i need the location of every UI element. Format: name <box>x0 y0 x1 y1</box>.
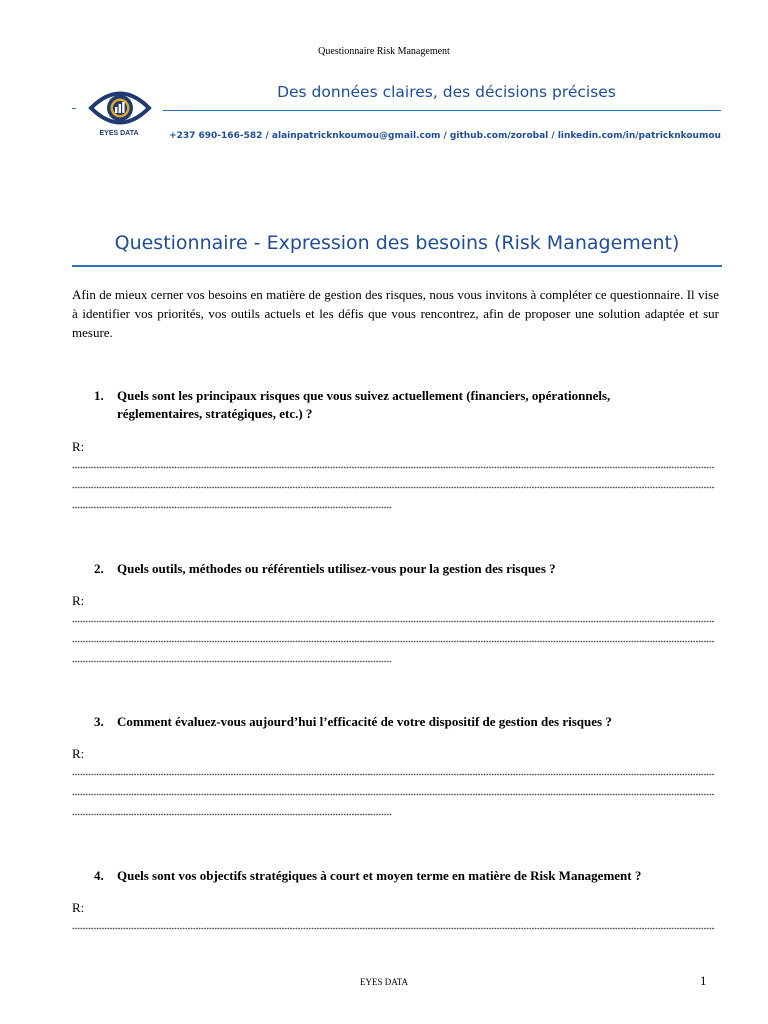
question-text: Comment évaluez-vous aujourd’hui l’efficacité de votre dispositif de gestion des risques ? <box>117 714 612 729</box>
question-number: 2. <box>94 561 104 576</box>
header-accent-dash <box>72 108 76 109</box>
question-3 <box>94 713 694 731</box>
question-1 <box>94 387 694 423</box>
answer-line[interactable] <box>72 640 715 643</box>
question-number: 4. <box>94 868 104 883</box>
answer-label: R: <box>72 746 85 761</box>
question-2 <box>94 560 694 578</box>
answer-line[interactable] <box>72 773 715 776</box>
header-tagline: Des données claires, des décisions précises <box>277 83 616 101</box>
answer-line[interactable] <box>72 620 715 623</box>
question-number: 1. <box>94 388 104 403</box>
title-underline <box>72 265 722 267</box>
question-text: Quels outils, méthodes ou référentiels utilisez-vous pour la gestion des risques ? <box>117 561 556 576</box>
answer-line[interactable] <box>72 466 715 469</box>
answer-line[interactable] <box>72 506 392 509</box>
header-document-name: Questionnaire Risk Management <box>318 46 450 57</box>
footer-label: EYES DATA <box>359 977 409 987</box>
question-number: 3. <box>94 714 104 729</box>
answer-line[interactable] <box>72 660 392 663</box>
answer-line[interactable] <box>72 927 715 930</box>
question-text: Quels sont les principaux risques que vous suivez actuellement (financiers, opérationnels, réglementaires, stratégiques, etc.) ? <box>117 388 611 421</box>
page-number: 1 <box>700 973 707 988</box>
question-text: Quels sont vos objectifs stratégiques à court et moyen terme en matière de Risk Management ? <box>117 868 642 883</box>
answer-line[interactable] <box>72 813 392 816</box>
logo-wordmark: EYES DATA <box>99 130 139 137</box>
answer-label: R: <box>72 439 85 454</box>
answer-line[interactable] <box>72 793 715 796</box>
intro-paragraph: Afin de mieux cerner vos besoins en matière de gestion des risques, nous vous invitons à compléter ce questionnaire. Il vise à identifier vos priorités, vos outils actuels et les défis que vous rencontrez, afin de proposer une solution adaptée et sur mesure. <box>72 287 719 340</box>
document-title: Questionnaire - Expression des besoins (Risk Management) <box>114 232 680 254</box>
answer-line[interactable] <box>72 486 715 489</box>
header-rule <box>163 110 721 111</box>
question-4 <box>94 867 694 885</box>
answer-label: R: <box>72 593 85 608</box>
answer-label: R: <box>72 900 85 915</box>
header-contacts: +237 690-166-582 / alainpatricknkoumou@gmail.com / github.com/zorobal / linkedin.com/in/patricknkoumou <box>169 131 721 141</box>
